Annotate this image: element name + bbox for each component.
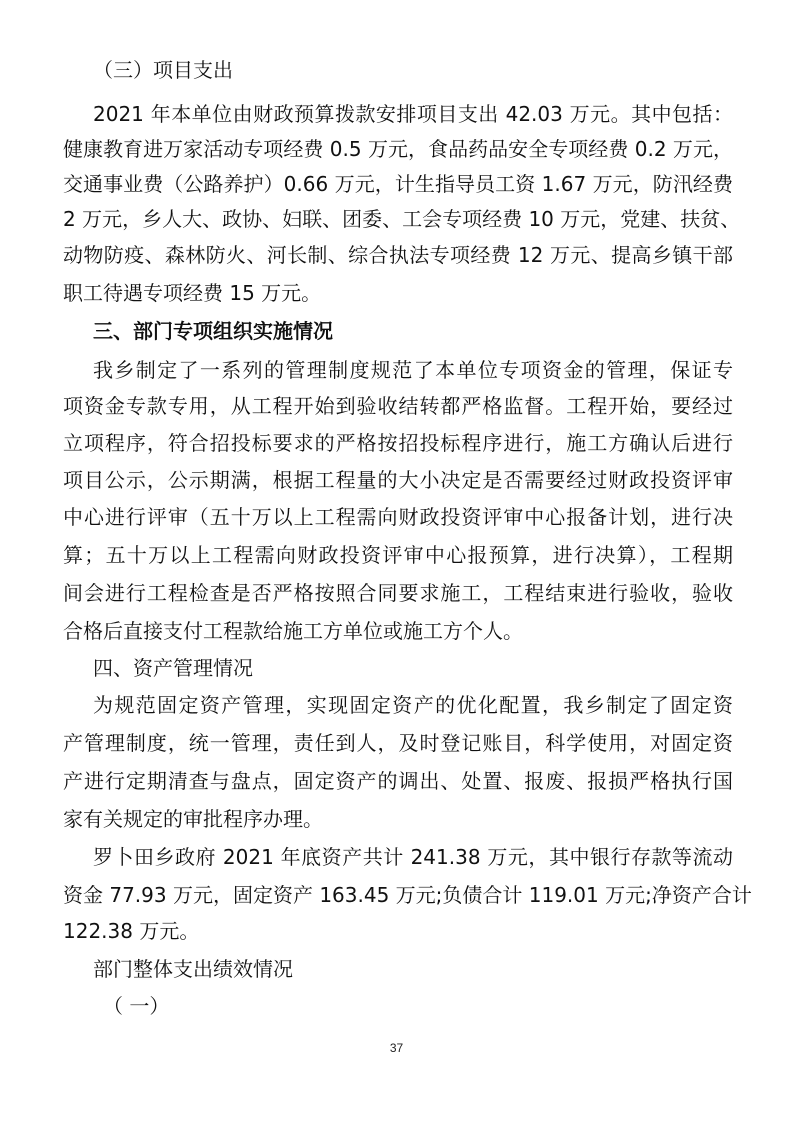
paragraph-line: 为规范固定资产管理，实现固定资产的优化配置，我乡制定了固定资	[93, 693, 733, 717]
section-heading-project-expenditure: （三）项目支出	[93, 58, 233, 82]
section-heading-special-implementation: 三、部门专项组织实施情况	[93, 319, 333, 343]
paragraph-line: 产管理制度，统一管理，责任到人，及时登记账目，科学使用，对固定资	[63, 731, 733, 755]
paragraph-line: 职工待遇专项经费 15 万元。	[63, 281, 322, 305]
paragraph-line: 间会进行工程检查是否严格按照合同要求施工，工程结束进行验收，验收	[63, 581, 733, 605]
section-heading-performance: 部门整体支出绩效情况	[93, 957, 293, 981]
paragraph-line: 项目公示，公示期满，根据工程量的大小决定是否需要经过财政投资评审	[63, 468, 733, 492]
sub-heading-one: （ 一）	[103, 994, 170, 1018]
paragraph-line: 动物防疫、森林防火、河长制、综合执法专项经费 12 万元、提高乡镇干部	[63, 243, 733, 267]
paragraph-line: 算；五十万以上工程需向财政投资评审中心报预算，进行决算），工程期	[63, 543, 733, 567]
paragraph-line: 合格后直接支付工程款给施工方单位或施工方个人。	[63, 619, 523, 643]
paragraph-line: 健康教育进万家活动专项经费 0.5 万元，食品药品安全专项经费 0.2 万元，	[63, 137, 733, 161]
paragraph-line: 家有关规定的审批程序办理。	[63, 807, 323, 831]
paragraph-line: 2021 年本单位由财政预算拨款安排项目支出 42.03 万元。其中包括：	[93, 102, 733, 126]
paragraph-line: 资金 77.93 万元，固定资产 163.45 万元;负债合计 119.01 万元;净资产合计	[63, 883, 752, 907]
paragraph-line: 罗卜田乡政府 2021 年底资产共计 241.38 万元，其中银行存款等流动	[93, 845, 733, 869]
paragraph-line: 立项程序，符合招投标要求的严格按招投标程序进行，施工方确认后进行	[63, 431, 733, 455]
page-number: 37	[389, 1041, 404, 1055]
paragraph-line: 交通事业费（公路养护）0.66 万元，计生指导员工资 1.67 万元，防汛经费	[63, 172, 733, 196]
paragraph-line: 产进行定期清查与盘点，固定资产的调出、处置、报废、报损严格执行国	[63, 769, 733, 793]
paragraph-line: 122.38 万元。	[63, 919, 200, 943]
paragraph-line: 项资金专款专用，从工程开始到验收结转都严格监督。工程开始，要经过	[63, 394, 733, 418]
paragraph-line: 2 万元，乡人大、政协、妇联、团委、工会专项经费 10 万元，党建、扶贫、	[63, 207, 741, 231]
section-heading-asset-management: 四、资产管理情况	[93, 656, 253, 680]
paragraph-line: 中心进行评审（五十万以上工程需向财政投资评审中心报备计划，进行决	[63, 505, 733, 529]
paragraph-line: 我乡制定了一系列的管理制度规范了本单位专项资金的管理，保证专	[93, 358, 733, 382]
